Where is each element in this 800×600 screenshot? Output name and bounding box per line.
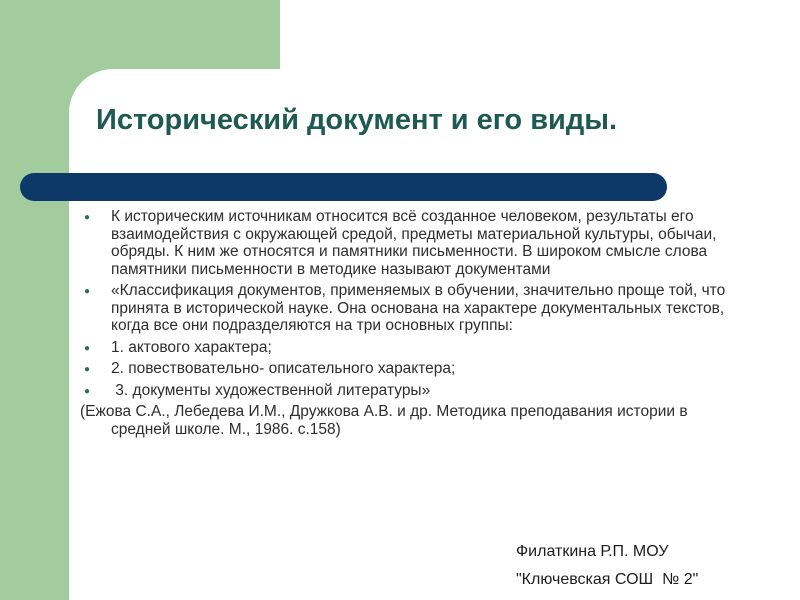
bullet-dot-icon: ● <box>84 385 91 397</box>
bullet-text: 3. документы художественной литературы» <box>111 381 431 399</box>
author-name: Филаткина Р.П. МОУ <box>516 543 669 560</box>
author-block <box>516 538 698 594</box>
bullet-text: 1. актового характера; <box>111 338 272 356</box>
citation-text: (Ежова С.А., Лебедева И.М., Дружкова А.В. и др. Методика преподавания истории в средней школе. М., 1986. с.158) <box>80 403 688 438</box>
author-school: "Ключевская СОШ № 2" <box>516 571 699 588</box>
title-divider-bar <box>20 173 667 201</box>
bullet-item <box>80 339 740 357</box>
green-side-strip <box>0 0 69 600</box>
slide-body <box>80 208 740 438</box>
bullet-dot-icon: ● <box>84 286 91 297</box>
bullet-item <box>80 382 740 400</box>
bullet-dot-icon: ● <box>84 212 91 223</box>
bullet-dot-icon: ● <box>84 342 91 354</box>
bullet-text: 2. повествовательно- описательного характера; <box>111 360 456 377</box>
bullet-item <box>80 360 740 378</box>
bullet-text: К историческим источникам относится всё созданное человеком, результаты его взаимодействия с окружающей средой, предметы материальной культуры, обычаи, обряды. К ним же относятся и памятники письменности. В широком смысле слова памятники письменности в методике называют документами <box>111 208 717 278</box>
slide-title: Исторический документ и его виды. <box>96 104 618 136</box>
bullet-item <box>80 208 740 278</box>
bullet-dot-icon: ● <box>84 364 91 375</box>
bullet-text: «Классификация документов, применяемых в обучении, значительно проще той, что принята в исторической науке. Она основана на характере документальных текстов, когда все они подразделяются на три основных группы: <box>111 282 726 334</box>
bullet-item <box>80 282 740 335</box>
